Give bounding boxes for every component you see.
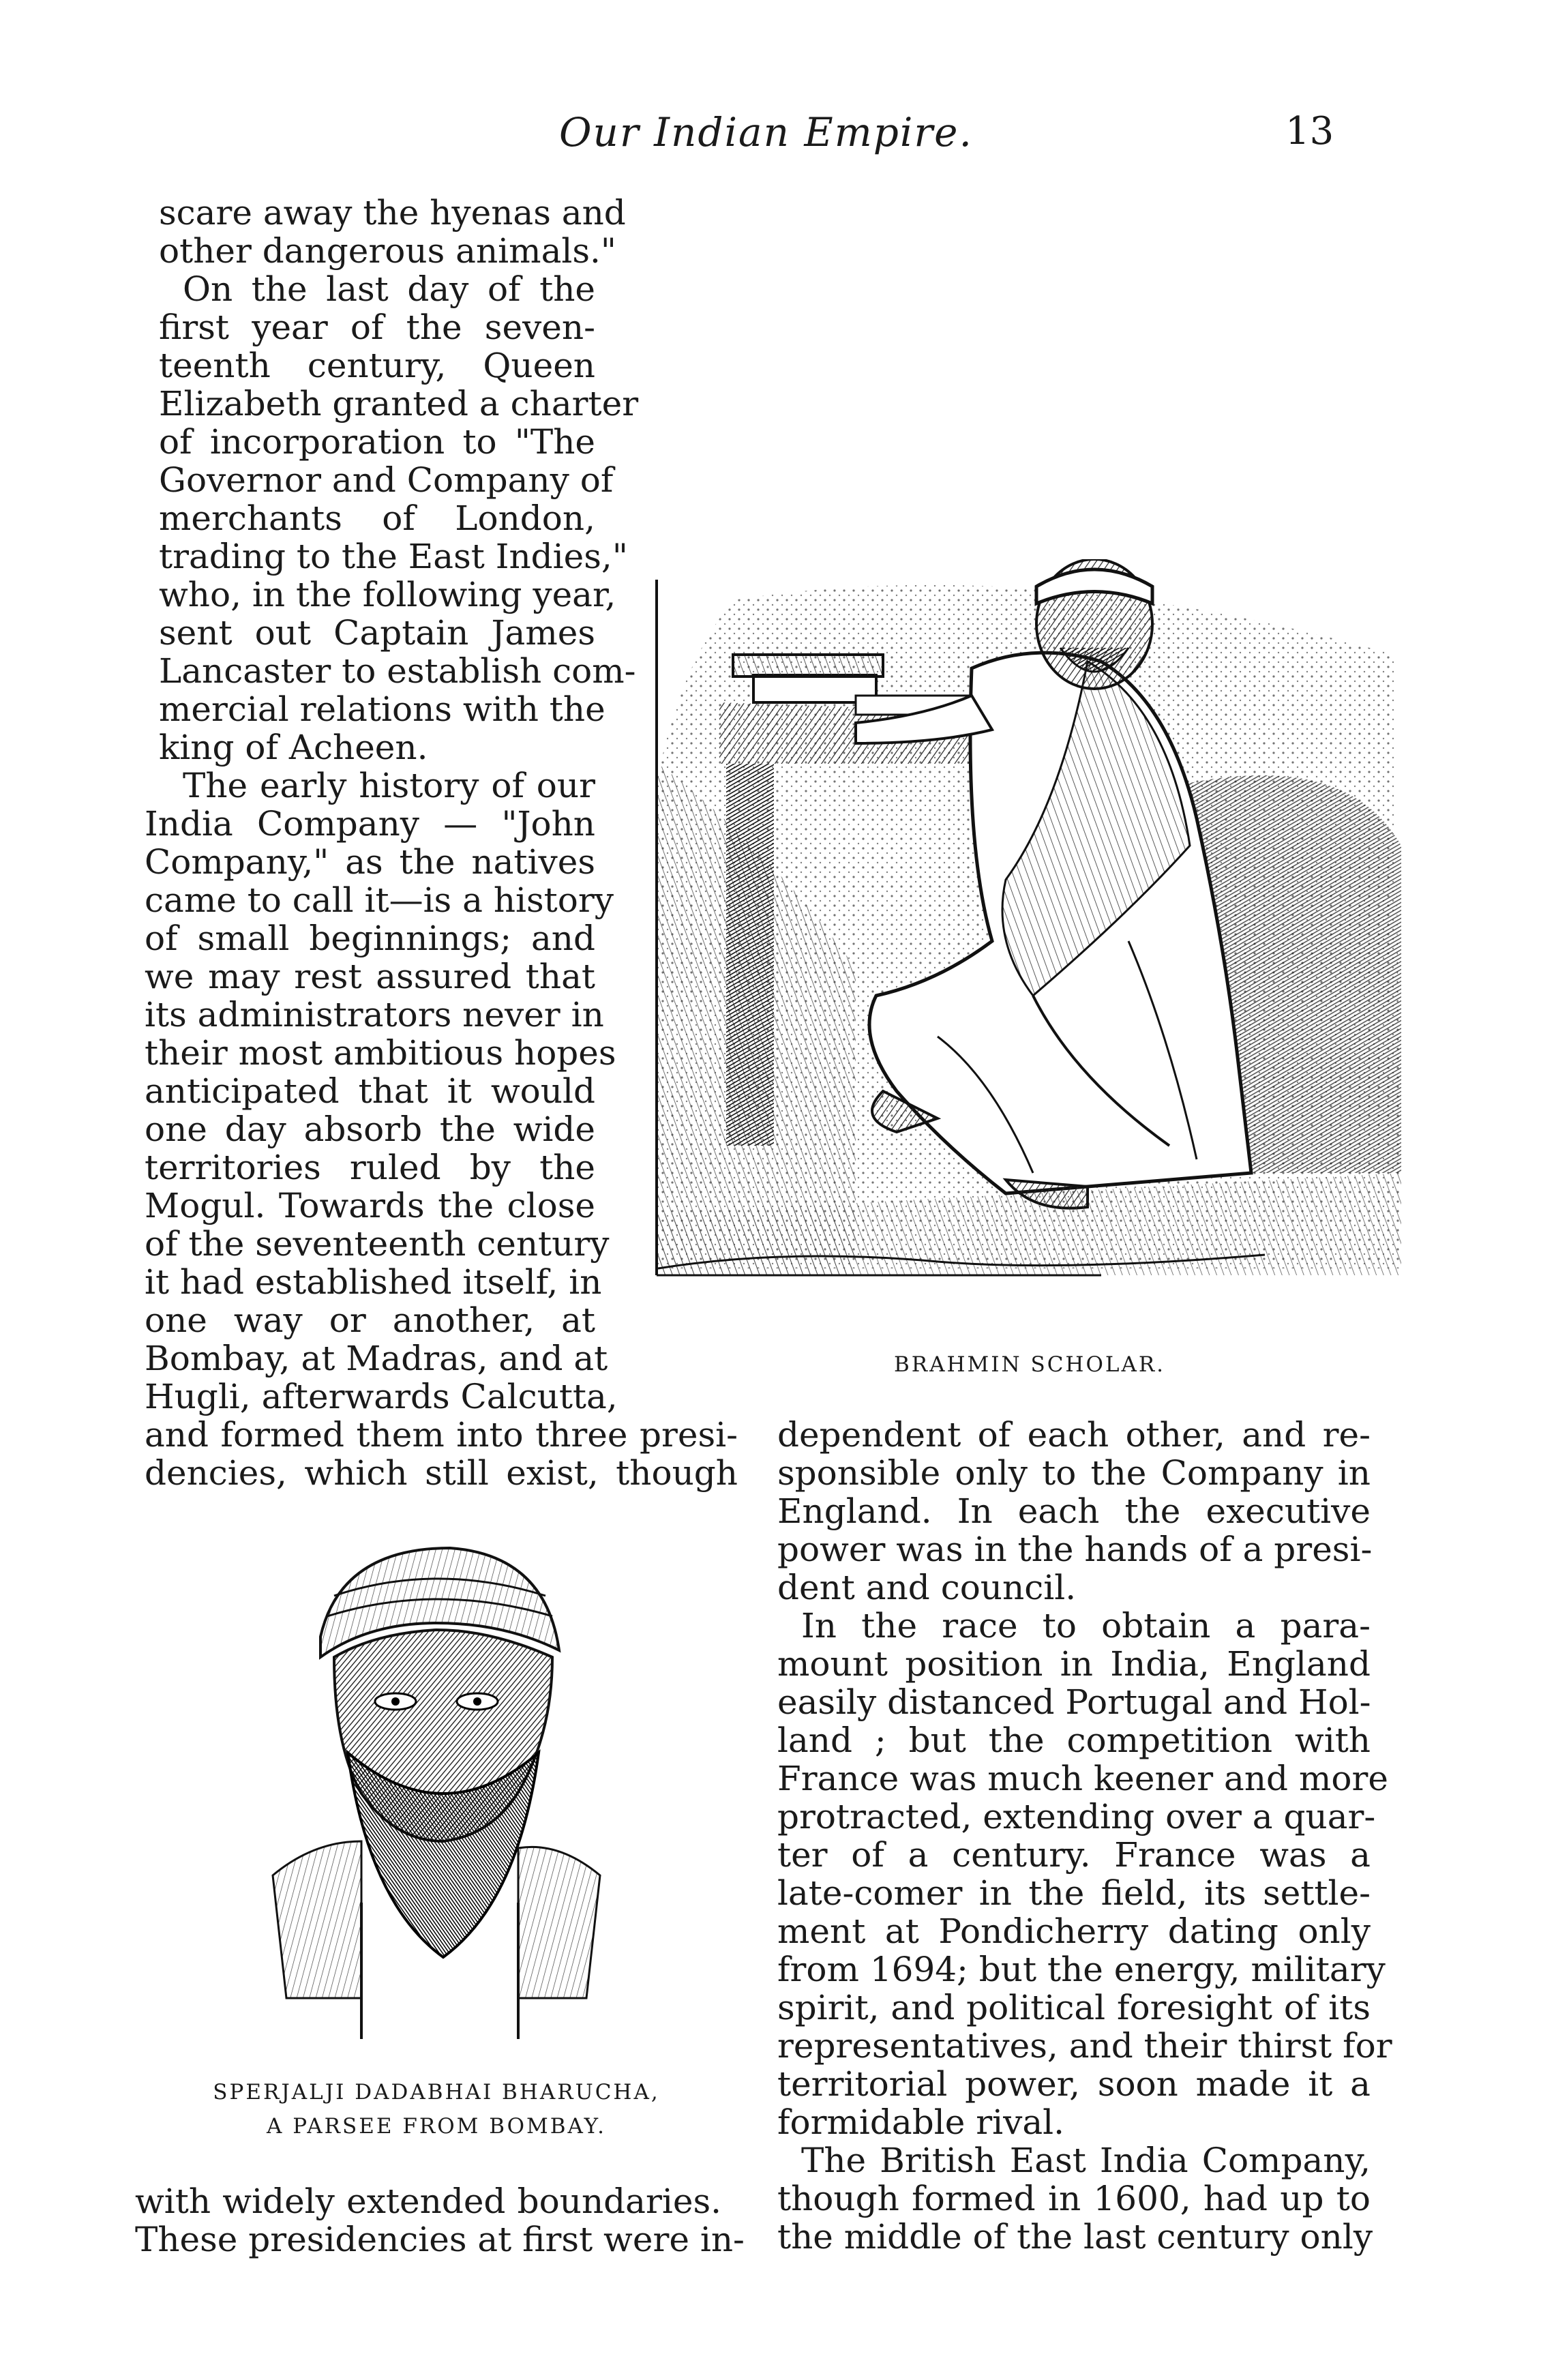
text-line: On the last day of the xyxy=(183,269,595,309)
text-line: England. In each the executive xyxy=(777,1491,1371,1531)
brahmin-scholar-illustration xyxy=(651,559,1408,1313)
running-title: Our Indian Empire. xyxy=(559,109,973,155)
parsee-caption-line2: A PARSEE FROM BOMBAY. xyxy=(267,2114,606,2139)
text-line: power was in the hands of a presi- xyxy=(777,1530,1373,1569)
brahmin-scholar-caption: BRAHMIN SCHOLAR. xyxy=(893,1352,1166,1377)
text-line: their most ambitious hopes xyxy=(145,1033,616,1073)
text-line: late-comer in the field, its settle- xyxy=(777,1873,1371,1913)
text-line: its administrators never in xyxy=(145,995,604,1035)
text-line: protracted, extending over a quar- xyxy=(777,1797,1376,1836)
text-line: ment at Pondicherry dating only xyxy=(777,1912,1371,1951)
text-line: king of Acheen. xyxy=(159,728,428,767)
text-line: India Company — "John xyxy=(145,804,595,844)
text-line: land ; but the competition with xyxy=(777,1721,1371,1760)
text-line: though formed in 1600, had up to xyxy=(777,2179,1371,2218)
text-line: representatives, and their thirst for xyxy=(777,2026,1392,2066)
text-line: Mogul. Towards the close xyxy=(145,1186,595,1225)
text-line: with widely extended boundaries. xyxy=(135,2182,721,2221)
text-line: merchants of London, xyxy=(159,499,595,538)
text-line: of small beginnings; and xyxy=(145,919,595,958)
engraving-portrait-icon xyxy=(259,1521,614,2053)
text-line: mercial relations with the xyxy=(159,689,605,729)
text-line: Hugli, afterwards Calcutta, xyxy=(145,1377,618,1416)
text-line: The early history of our xyxy=(183,766,595,805)
text-line: trading to the East Indies," xyxy=(159,537,628,576)
text-line: and formed them into three presi- xyxy=(145,1415,738,1455)
text-line: Governor and Company of xyxy=(159,460,614,500)
text-line: Bombay, at Madras, and at xyxy=(145,1339,608,1378)
text-line: ter of a century. France was a xyxy=(777,1835,1371,1875)
text-line: The British East India Company, xyxy=(801,2141,1371,2180)
text-line: it had established itself, in xyxy=(145,1262,602,1302)
text-line: In the race to obtain a para- xyxy=(801,1606,1371,1646)
text-line: formidable rival. xyxy=(777,2102,1065,2142)
text-line: Elizabeth granted a charter xyxy=(159,384,639,423)
text-line: scare away the hyenas and xyxy=(159,193,626,233)
text-line: the middle of the last century only xyxy=(777,2217,1373,2257)
text-line: France was much keener and more xyxy=(777,1759,1388,1798)
engraving-seated-man-icon xyxy=(651,559,1408,1313)
parsee-caption-line1: SPERJALJI DADABHAI BHARUCHA, xyxy=(213,2080,660,2104)
text-line: of the seventeenth century xyxy=(145,1224,610,1264)
text-line: we may rest assured that xyxy=(145,957,595,996)
page-number: 13 xyxy=(1285,109,1334,153)
text-line: dent and council. xyxy=(777,1568,1077,1607)
text-line: dependent of each other, and re- xyxy=(777,1415,1371,1455)
text-line: dencies, which still exist, though xyxy=(145,1453,738,1493)
text-line: of incorporation to "The xyxy=(159,422,595,462)
text-line: from 1694; but the energy, military xyxy=(777,1950,1386,1989)
text-line: mount position in India, England xyxy=(777,1644,1371,1684)
text-line: first year of the seven- xyxy=(159,308,595,347)
text-line: sponsible only to the Company in xyxy=(777,1453,1371,1493)
text-line: territories ruled by the xyxy=(145,1148,595,1187)
parsee-portrait-illustration xyxy=(259,1521,614,2053)
text-line: other dangerous animals." xyxy=(159,231,616,271)
text-line: teenth century, Queen xyxy=(159,346,595,385)
text-line: sent out Captain James xyxy=(159,613,595,653)
text-line: anticipated that it would xyxy=(145,1071,595,1111)
text-line: one day absorb the wide xyxy=(145,1110,595,1149)
text-line: These presidencies at first were in- xyxy=(135,2220,745,2259)
running-header xyxy=(0,109,1556,164)
text-line: who, in the following year, xyxy=(159,575,616,614)
text-line: easily distanced Portugal and Hol- xyxy=(777,1682,1371,1722)
text-line: one way or another, at xyxy=(145,1300,595,1340)
text-line: came to call it—is a history xyxy=(145,880,614,920)
text-line: spirit, and political foresight of its xyxy=(777,1988,1371,2027)
text-line: territorial power, soon made it a xyxy=(777,2064,1371,2104)
text-line: Lancaster to establish com- xyxy=(159,651,636,691)
text-line: Company," as the natives xyxy=(145,842,595,882)
